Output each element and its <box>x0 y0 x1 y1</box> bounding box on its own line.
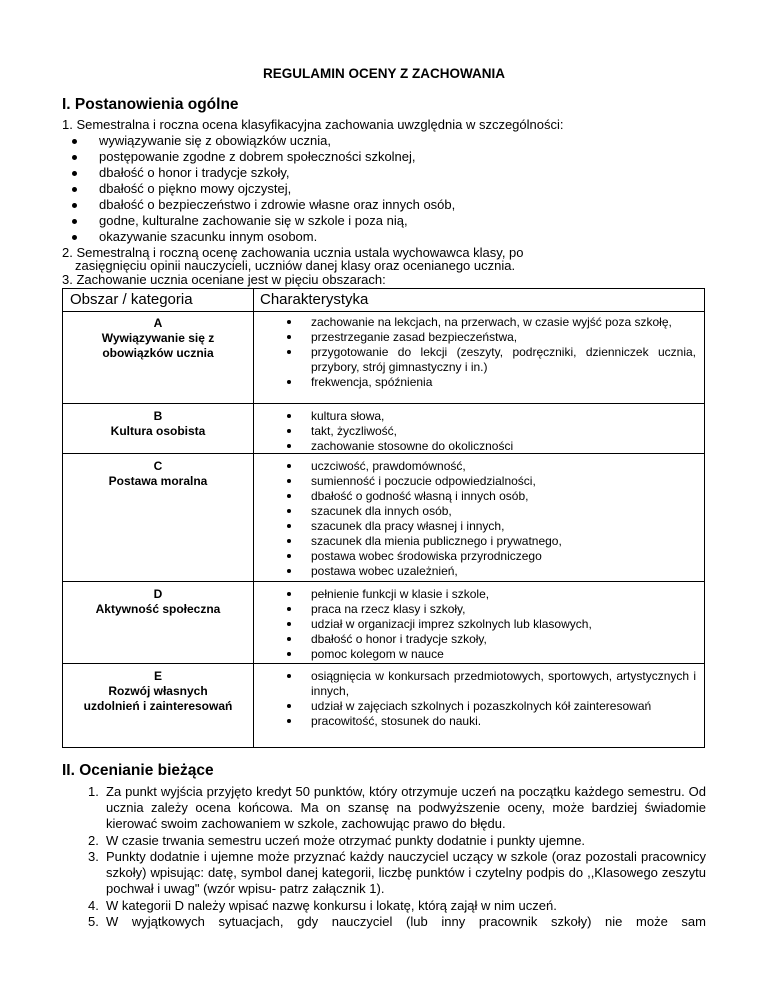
list-item: godne, kulturalne zachowanie się w szkole i poza nią, <box>99 213 408 228</box>
list-item: wywiązywanie się z obowiązków ucznia, <box>99 133 331 148</box>
table-header-characteristics: Charakterystyka <box>260 291 369 308</box>
paragraph-2-line-1: 2. Semestralną i roczną ocenę zachowania ucznia ustala wychowawca klasy, po <box>62 245 524 260</box>
list-item: udział w organizacji imprez szkolnych lub klasowych, <box>311 617 696 632</box>
table-row-divider <box>63 311 704 312</box>
list-item: szacunek dla pracy własnej i innych, <box>311 519 696 534</box>
document-title: REGULAMIN OCENY Z ZACHOWANIA <box>263 66 505 81</box>
category-letter: D <box>153 587 163 601</box>
list-item: postawa wobec uzależnień, <box>311 564 696 579</box>
table-row-divider <box>63 581 704 582</box>
table-row-divider <box>63 403 704 404</box>
list-item: praca na rzecz klasy i szkoły, <box>311 602 696 617</box>
table-row-e-items <box>311 669 696 729</box>
table-row-e-category <box>63 669 253 714</box>
paragraph-2-line-2: zasięgnięciu opinii nauczycieli, uczniów danej klasy oraz ocenianego ucznia. <box>75 258 516 273</box>
list-item: takt, życzliwość, <box>311 424 696 439</box>
list-item: postawa wobec środowiska przyrodniczego <box>311 549 696 564</box>
point-number: 5. <box>88 914 99 929</box>
categories-table <box>62 288 705 748</box>
table-row-a-category <box>63 316 253 361</box>
category-name: Aktywność społeczna <box>95 602 221 616</box>
point-text: W kategorii D należy wpisać nazwę konkursu i lokatę, którą zajął w nim uczeń. <box>106 898 557 913</box>
table-row-b-items <box>311 409 696 454</box>
point-number: 4. <box>88 898 99 913</box>
table-row-divider <box>63 663 704 664</box>
list-item: przestrzeganie zasad bezpieczeństwa, <box>311 330 696 345</box>
list-item: uczciwość, prawdomówność, <box>311 459 696 474</box>
category-letter: E <box>153 669 162 683</box>
list-item: pracowitość, stosunek do nauki. <box>311 714 696 729</box>
point-number: 1. <box>88 784 99 799</box>
category-letter: C <box>153 459 163 473</box>
list-item: dbałość o godność własną i innych osób, <box>311 489 696 504</box>
list-item: pomoc kolegom w nauce <box>311 647 696 662</box>
category-name: Postawa moralna <box>108 474 208 488</box>
table-row-d-items <box>311 587 696 662</box>
category-name: obowiązków ucznia <box>102 346 214 360</box>
list-item: przygotowanie do lekcji (zeszyty, podręczniki, dzienniczek ucznia, przybory, strój gimnastyczny i in.) <box>311 345 696 374</box>
list-item: osiągnięcia w konkursach przedmiotowych, sportowych, artystycznych i innych, <box>311 669 696 698</box>
list-item: sumienność i poczucie odpowiedzialności, <box>311 474 696 489</box>
table-row-d-category <box>63 587 253 617</box>
table-header-category: Obszar / kategoria <box>70 291 193 308</box>
point-text: W czasie trwania semestru uczeń może otrzymać punkty dodatnie i punkty ujemne. <box>106 833 586 848</box>
list-item: dbałość o honor i tradycje szkoły, <box>311 632 696 647</box>
list-item: zachowanie na lekcjach, na przerwach, w czasie wyjść poza szkołę, <box>311 315 696 330</box>
list-item: szacunek dla innych osób, <box>311 504 696 519</box>
category-name: Rozwój własnych <box>108 684 208 698</box>
table-row-c-category <box>63 459 253 489</box>
list-item: frekwencja, spóźnienia <box>311 375 696 390</box>
table-row-b-category <box>63 409 253 439</box>
list-item: udział w zajęciach szkolnych i pozaszkolnych kół zainteresowań <box>311 699 696 714</box>
list-item: postępowanie zgodne z dobrem społeczności szkolnej, <box>99 149 416 164</box>
paragraph-1: 1. Semestralna i roczna ocena klasyfikacyjna zachowania uwzględnia w szczególności: <box>62 117 564 132</box>
point-number: 2. <box>88 833 99 848</box>
table-row-a-items <box>311 315 696 390</box>
section-1-heading: I. Postanowienia ogólne <box>62 96 239 113</box>
point-number: 3. <box>88 849 99 864</box>
category-name: Wywiązywanie się z <box>101 331 215 345</box>
category-name: Kultura osobista <box>110 424 206 438</box>
list-item: zachowanie stosowne do okoliczności <box>311 439 696 454</box>
point-text: W wyjątkowych sytuacjach, gdy nauczyciel (lub inny pracownik szkoły) nie może sam <box>106 914 706 929</box>
table-row-c-items <box>311 459 696 579</box>
list-item: dbałość o bezpieczeństwo i zdrowie własne oraz innych osób, <box>99 197 456 212</box>
point-text: Za punkt wyjścia przyjęto kredyt 50 punktów, który otrzymuje uczeń na początku każdego semestru. Od ucznia zależy ocena końcowa. Ma on szansę na podwyższenie oceny, może bardziej świadomie kierować swoim zachowaniem w szkole, zachowując prawo do błędu. <box>106 784 706 831</box>
list-item: dbałość o honor i tradycje szkoły, <box>99 165 290 180</box>
section-2-heading: II. Ocenianie bieżące <box>62 762 214 779</box>
list-item: pełnienie funkcji w klasie i szkole, <box>311 587 696 602</box>
category-letter: A <box>153 316 163 330</box>
point-text: Punkty dodatnie i ujemne może przyznać każdy nauczyciel uczący w szkole (oraz pozostali pracownicy szkoły) wpisując: datę, symbol danej kategorii, liczbę punktów i czytelny podpis do ,,Klasowego zeszytu pochwał i uwag" (wzór wpisu- patrz załącznik 1). <box>106 849 706 896</box>
category-letter: B <box>153 409 163 423</box>
list-item: dbałość o piękno mowy ojczystej, <box>99 181 292 196</box>
category-name: uzdolnień i zainteresowań <box>83 699 233 713</box>
list-item: kultura słowa, <box>311 409 696 424</box>
table-column-divider <box>253 289 254 747</box>
paragraph-3: 3. Zachowanie ucznia oceniane jest w pięciu obszarach: <box>62 272 386 287</box>
table-row-divider <box>63 453 704 454</box>
list-item: okazywanie szacunku innym osobom. <box>99 229 318 244</box>
list-item: szacunek dla mienia publicznego i prywatnego, <box>311 534 696 549</box>
